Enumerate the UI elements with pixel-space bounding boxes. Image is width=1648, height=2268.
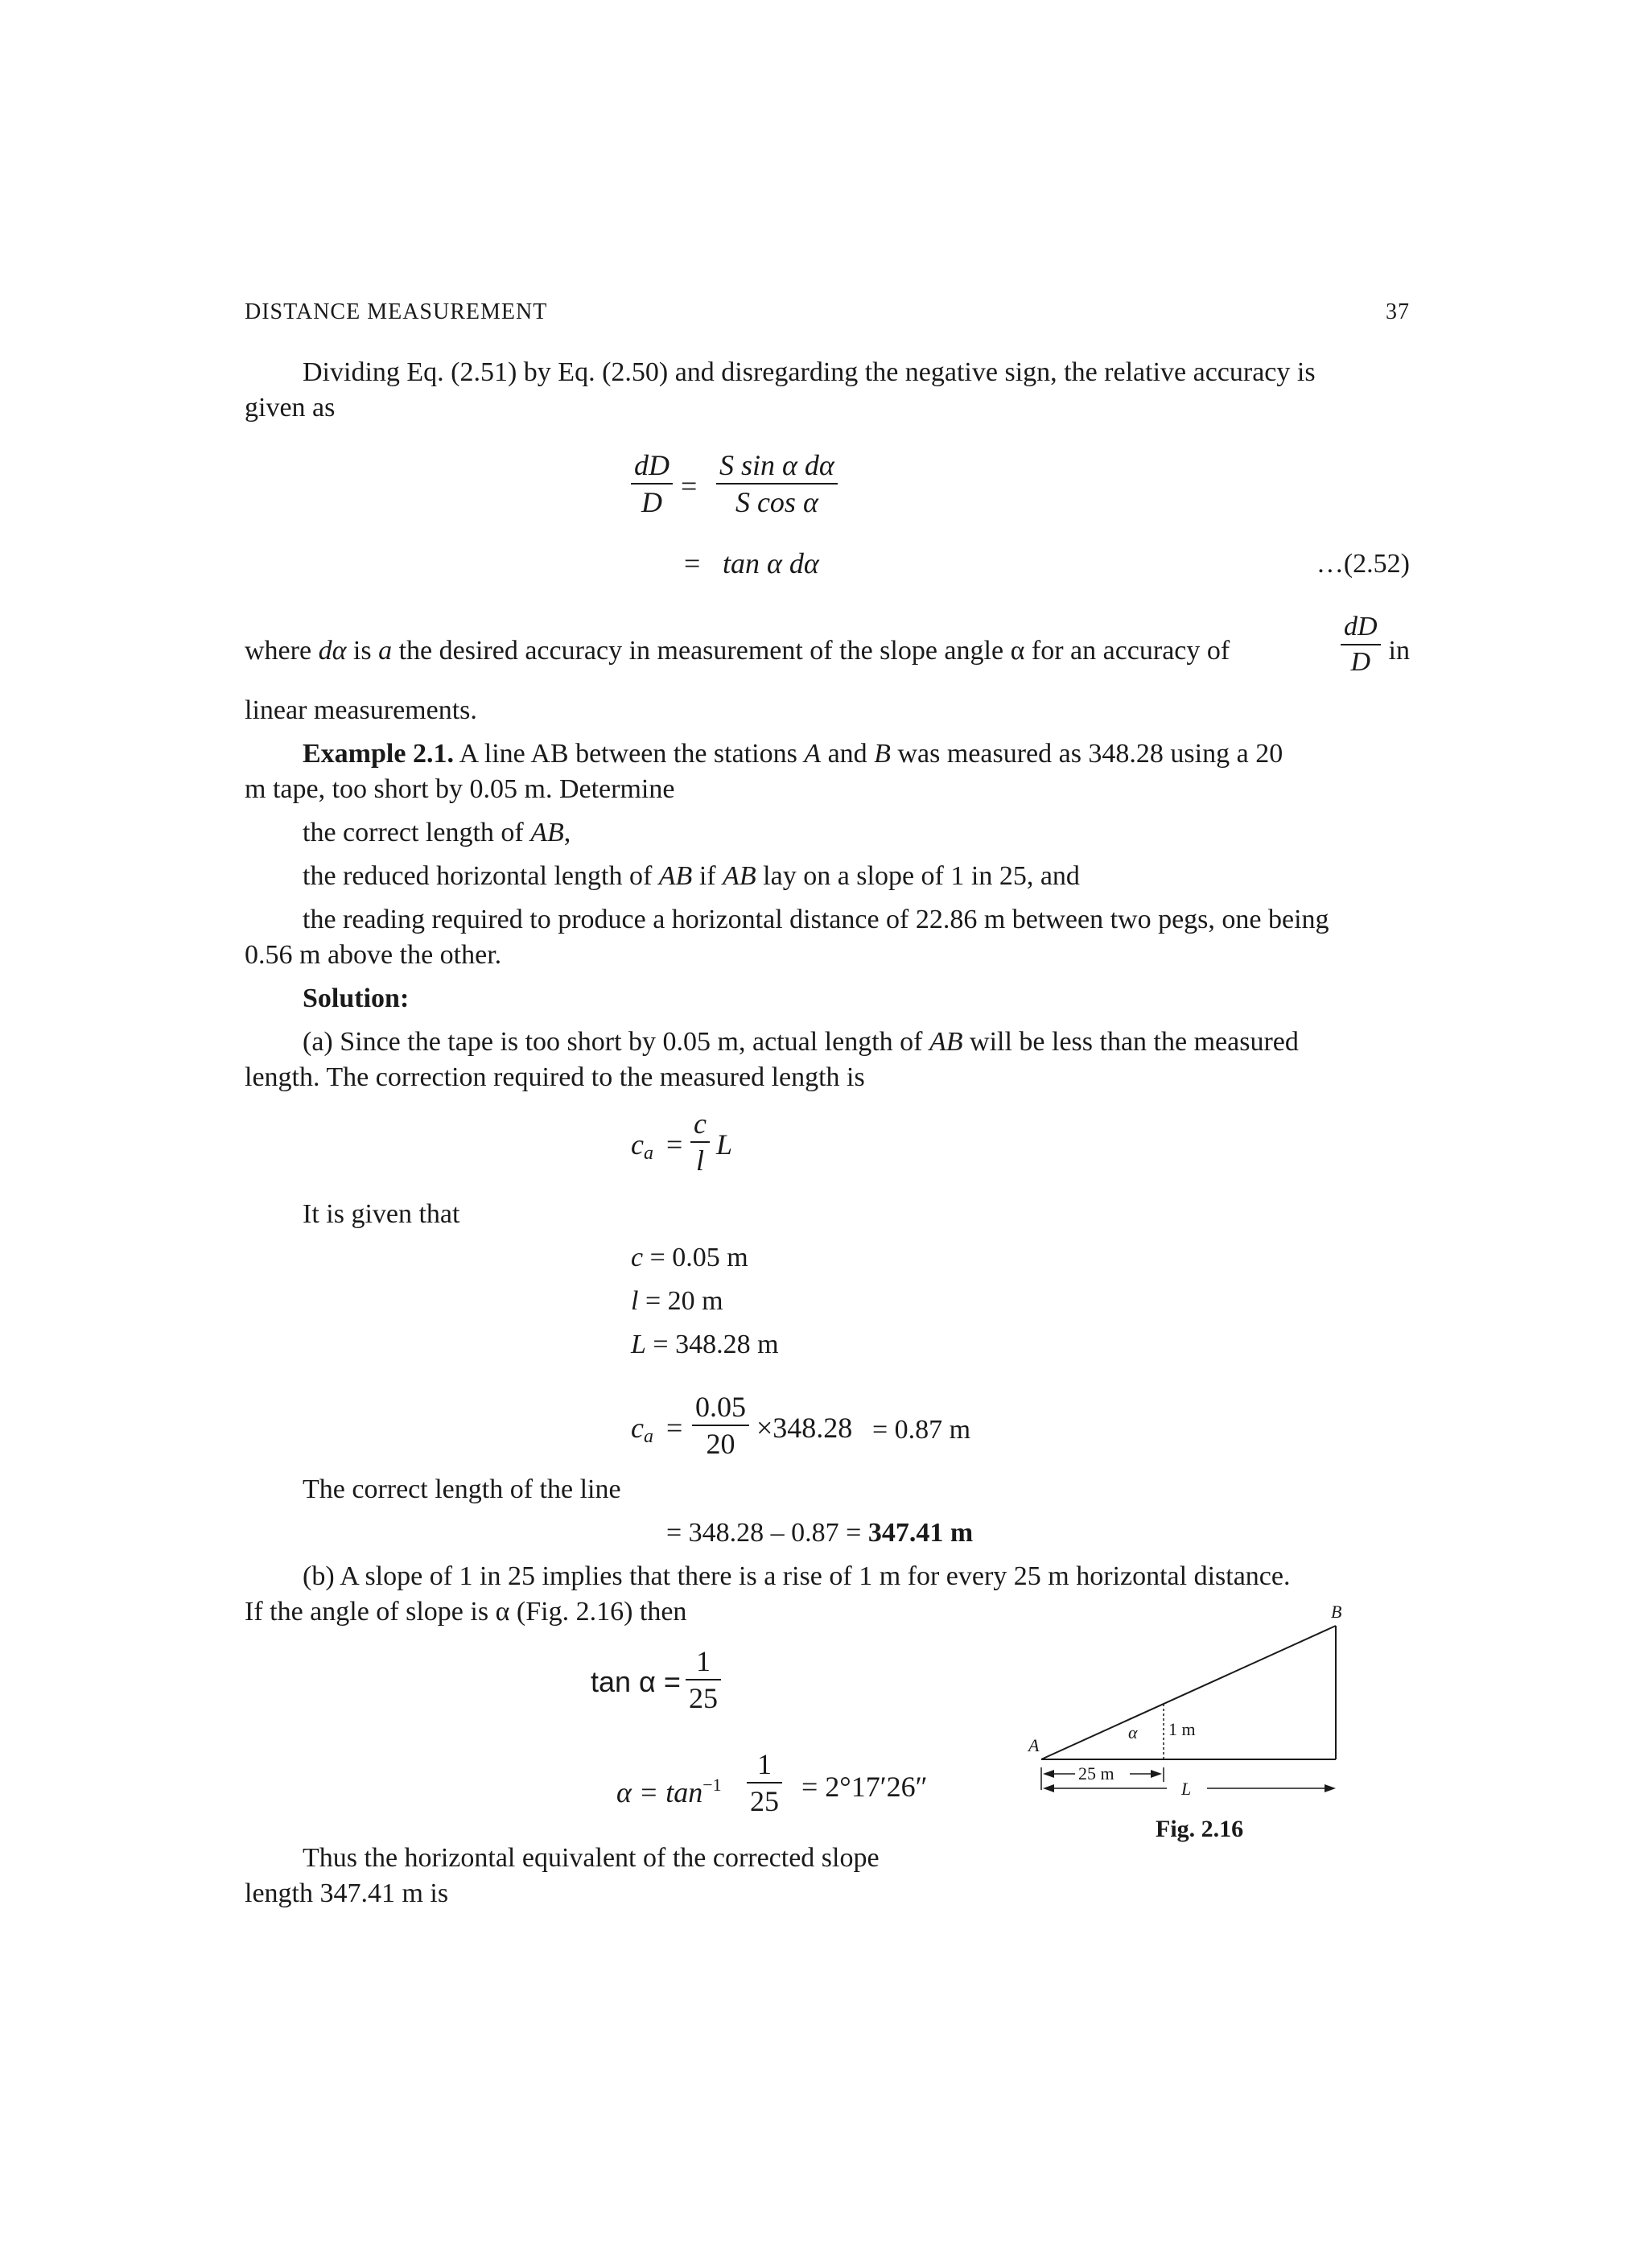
example-item-b <box>303 860 1080 893</box>
tan-fraction <box>686 1643 721 1716</box>
alpha-num: 1 <box>757 1748 772 1780</box>
ca-formula-eq: = <box>666 1128 683 1161</box>
fig-label-alpha: α <box>1128 1722 1138 1742</box>
eq252-line2-equals: = <box>684 547 701 579</box>
solution-a-line2: length. The correction required to the measured length is <box>245 1062 865 1092</box>
eq252-lhs-fraction <box>631 447 673 520</box>
fig-label-a: A <box>1028 1735 1040 1755</box>
given-c-val: = 0.05 m <box>649 1243 748 1272</box>
tan-num: 1 <box>696 1645 711 1677</box>
ca-sub: a <box>643 1143 653 1164</box>
example-line2: m tape, too short by 0.05 m. Determine <box>245 774 675 804</box>
solution-a-ab: AB <box>929 1027 963 1057</box>
page-number: 37 <box>1386 299 1410 324</box>
tan-lhs: tan α = <box>591 1665 681 1698</box>
tan-den: 25 <box>689 1682 718 1714</box>
fig-label-1m: 1 m <box>1168 1719 1196 1739</box>
item-a-pre: the correct length of <box>303 818 524 847</box>
eq252-rhs-fraction <box>716 447 838 520</box>
ca-num: c <box>694 1107 707 1140</box>
para2-line1 <box>245 634 1230 668</box>
calc-lhs <box>631 1410 653 1454</box>
para2-text: the desired accuracy in measurement of the slope angle α for an accuracy of <box>398 636 1230 666</box>
example-line1 <box>303 737 1283 771</box>
figure-caption: Fig. 2.16 <box>1156 1816 1244 1842</box>
example-line1-tail: was measured as 348.28 using a 20 <box>897 739 1283 769</box>
given-L-var: L <box>631 1330 646 1359</box>
ca-formula-L: L <box>716 1128 733 1161</box>
thus-line1: Thus the horizontal equivalent of the corrected slope <box>303 1843 880 1873</box>
alpha-lhs-text: α = tan <box>616 1776 703 1808</box>
example-item-a <box>303 816 571 850</box>
para1-line2: given as <box>245 393 336 423</box>
example-item-c-line1: the reading required to produce a horizontal distance of 22.86 m between two pegs, one being <box>303 905 1329 934</box>
correct-length-text: The correct length of the line <box>303 1474 621 1504</box>
item-a-post: , <box>563 818 571 847</box>
given-L-val: = 348.28 m <box>653 1330 779 1359</box>
given-l-val: = 20 m <box>645 1286 723 1316</box>
para2-in: in <box>1388 636 1410 666</box>
correct-length-calc <box>666 1516 973 1550</box>
calc-sub: a <box>643 1426 653 1447</box>
eq252-equals: = <box>681 470 698 502</box>
para2-where: where <box>245 636 312 666</box>
alpha-result: = 2°17′26″ <box>801 1771 928 1803</box>
running-title: DISTANCE MEASUREMENT <box>245 299 548 324</box>
thus-line2: length 347.41 m is <box>245 1878 449 1908</box>
given-c <box>631 1241 748 1275</box>
calc-result: = 0.87 m <box>872 1415 971 1445</box>
given-l-var: l <box>631 1286 639 1316</box>
para2-a: a <box>378 636 393 666</box>
para1-line1: Dividing Eq. (2.51) by Eq. (2.50) and disregarding the negative sign, the relative accuracy is <box>303 357 1316 387</box>
alpha-den: 25 <box>750 1785 779 1817</box>
solution-b-line2: If the angle of slope is α (Fig. 2.16) then <box>245 1597 687 1627</box>
eq252-rhs-num: S sin α dα <box>719 449 834 481</box>
ca-den: l <box>695 1144 704 1177</box>
correct-result: 347.41 m <box>867 1518 974 1548</box>
alpha-fraction <box>747 1746 782 1819</box>
item-b-pre: the reduced horizontal length of <box>303 861 653 891</box>
slope-line <box>1041 1626 1336 1759</box>
given-text: It is given that <box>303 1199 460 1229</box>
slope-figure <box>1022 1602 1360 1819</box>
calc-fraction <box>692 1389 749 1462</box>
eq252-lhs-den: D <box>641 486 662 518</box>
given-L <box>631 1328 779 1362</box>
solution-a-post: will be less than the measured <box>970 1027 1299 1057</box>
fig-label-L: L <box>1181 1779 1192 1799</box>
eq252-lhs-num: dD <box>634 449 670 481</box>
alpha-sup: −1 <box>702 1775 722 1795</box>
para2-da: dα <box>318 636 347 666</box>
example-line1-rest: A line AB between the stations <box>459 739 797 769</box>
example-item-c-line2: 0.56 m above the other. <box>245 940 502 970</box>
example-and: and <box>827 739 867 769</box>
alpha-lhs <box>616 1767 722 1810</box>
fig-label-b: B <box>1331 1602 1342 1622</box>
example-label: Example 2.1. <box>303 739 454 769</box>
eq252-rhs-den: S cos α <box>735 486 818 518</box>
ca-formula-fraction <box>690 1106 710 1178</box>
eq252-label: …(2.52) <box>1316 549 1410 579</box>
fig-label-25m: 25 m <box>1078 1763 1114 1783</box>
solution-a-line1 <box>303 1025 1299 1059</box>
eq252-line2-rhs: tan α dα <box>723 547 819 579</box>
item-b-if: if <box>698 861 716 891</box>
example-station-b: B <box>874 739 891 769</box>
calc-num: 0.05 <box>695 1391 746 1423</box>
calc-times: ×348.28 <box>756 1412 853 1444</box>
ca-formula-lhs <box>631 1127 653 1171</box>
para2-is: is <box>352 636 372 666</box>
dim-L-right-arrow <box>1325 1784 1336 1792</box>
calc-eq: = <box>666 1412 683 1444</box>
given-c-var: c <box>631 1243 644 1272</box>
item-a-ab: AB <box>530 818 564 847</box>
ca-c: c <box>631 1128 644 1161</box>
dim-L-left-arrow <box>1043 1784 1054 1792</box>
calc-c: c <box>631 1412 644 1444</box>
solution-b-line1: (b) A slope of 1 in 25 implies that there is a rise of 1 m for every 25 m horizontal distance. <box>303 1561 1291 1591</box>
item-b-ab2: AB <box>723 861 756 891</box>
para2-frac-den: D <box>1350 647 1371 677</box>
para2-fraction <box>1341 610 1381 679</box>
dim-25m-left-arrow <box>1043 1770 1054 1778</box>
correct-calc: = 348.28 – 0.87 = <box>666 1518 862 1548</box>
item-b-post: lay on a slope of 1 in 25, and <box>763 861 1080 891</box>
item-b-ab: AB <box>658 861 693 891</box>
solution-label: Solution: <box>303 983 410 1013</box>
dim-25m-right-arrow <box>1151 1770 1162 1778</box>
solution-a-pre: (a) Since the tape is too short by 0.05 m, actual length of <box>303 1027 923 1057</box>
calc-den: 20 <box>706 1428 735 1460</box>
example-station-a: A <box>804 739 822 769</box>
given-l <box>631 1285 723 1318</box>
para2-line2: linear measurements. <box>245 695 477 725</box>
para2-frac-num: dD <box>1344 612 1378 641</box>
